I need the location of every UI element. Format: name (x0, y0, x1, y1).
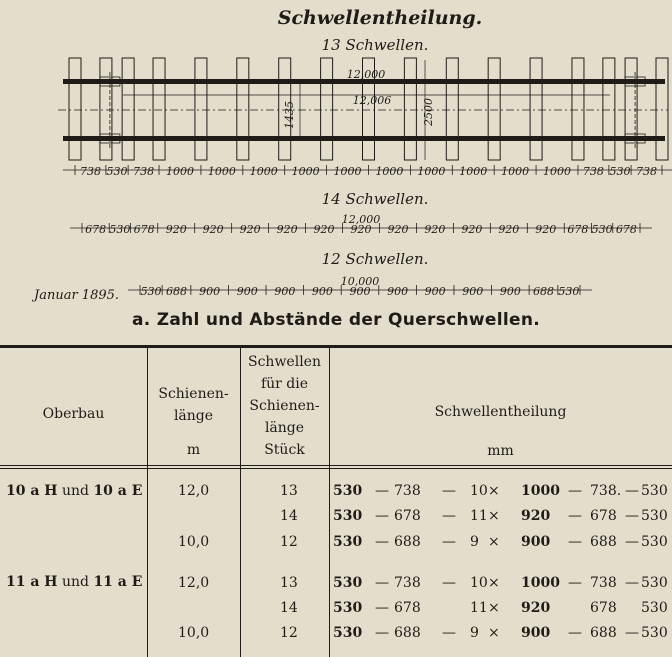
header-schienenlaenge: Schienen- länge (158, 386, 229, 424)
cell-count: 13 (280, 575, 298, 591)
cell-spacing-m: 1000 (521, 575, 560, 591)
sleeper-14 (572, 58, 584, 160)
cell-spacing-d4: — (625, 625, 639, 641)
spacing-label-1-2: 678 (133, 223, 155, 236)
cell-spacing-e: 530 (641, 600, 668, 616)
cell-spacing-c: 738 (590, 575, 617, 591)
cell-spacing-x: × (488, 625, 500, 641)
spacing-label-1-3: 920 (165, 223, 187, 236)
cell-spacing-d1: — (375, 625, 389, 641)
sleeper-3 (122, 58, 134, 160)
spacing-label-2-2: 900 (199, 285, 221, 298)
spacing-label-1-10: 920 (424, 223, 446, 236)
cell-spacing-a: 530 (333, 575, 363, 591)
cell-count: 12 (280, 625, 298, 641)
spacing-label-0-3: 1000 (165, 165, 194, 178)
spacing-label-0-4: 1000 (207, 165, 236, 178)
cell-spacing-d1: — (375, 483, 389, 499)
cell-spacing-d3: — (568, 534, 582, 550)
dimension-lines (63, 165, 672, 298)
cell-spacing-d2: — (442, 534, 456, 550)
sleeper-6 (237, 58, 249, 160)
cell-spacing-n: 10 (470, 483, 488, 499)
drawing-date: Januar 1895. (34, 288, 120, 303)
header-schwellen-unit: Stück (264, 442, 305, 458)
table-row (0, 625, 672, 649)
spacing-label-2-11: 688 (533, 285, 555, 298)
cell-count: 14 (280, 508, 298, 524)
sleeper-4 (153, 58, 165, 160)
cell-spacing-b: 688 (394, 625, 421, 641)
spacing-label-0-5: 1000 (249, 165, 278, 178)
cell-spacing-d2: — (442, 625, 456, 641)
cell-count: 13 (280, 483, 298, 499)
spacing-label-0-14: 530 (609, 165, 631, 178)
spacing-label-0-11: 1000 (501, 165, 530, 178)
cell-length: 12,0 (178, 483, 210, 499)
cell-spacing-x: × (488, 600, 500, 616)
layout-13-heading: 13 Schwellen. (321, 36, 429, 54)
cell-spacing-a: 530 (333, 483, 363, 499)
rail-length-mid: 12,006 (352, 94, 392, 107)
cell-spacing-e: 530 (641, 508, 668, 524)
cell-spacing-e: 530 (641, 575, 668, 591)
spacing-label-0-6: 1000 (291, 165, 320, 178)
spacing-label-1-15: 530 (591, 223, 613, 236)
sleeper-15 (603, 58, 615, 160)
cell-spacing-d2: — (442, 483, 456, 499)
cell-spacing-c: 688 (590, 625, 617, 641)
cell-spacing-d4: — (625, 575, 639, 591)
spacing-label-1-6: 920 (276, 223, 298, 236)
cell-spacing-d1: — (375, 508, 389, 524)
spacing-label-0-0: 738 (79, 165, 101, 178)
cell-spacing-d1: — (375, 575, 389, 591)
cell-spacing-x: × (488, 575, 500, 591)
cell-length: 10,0 (178, 534, 210, 550)
cell-length: 12,0 (178, 575, 210, 591)
cell-spacing-m: 900 (521, 534, 551, 550)
spacing-label-1-8: 920 (350, 223, 372, 236)
group-label-11a: 11 a H und 11 a E (6, 574, 143, 590)
spacing-label-1-7: 920 (313, 223, 335, 236)
spacing-label-1-16: 678 (615, 223, 637, 236)
table-row (0, 534, 672, 558)
total-label-2: 10,000 (340, 275, 380, 288)
spacing-label-2-7: 900 (387, 285, 409, 298)
cell-spacing-m: 1000 (521, 483, 560, 499)
cell-spacing-c: 738. (590, 483, 622, 499)
spacing-label-1-12: 920 (498, 223, 520, 236)
sleeper-length-label: 2500 (422, 98, 435, 126)
cell-spacing-n: 11 (470, 508, 488, 524)
spacing-label-0-1: 530 (106, 165, 128, 178)
group-label-10a: 10 a H und 10 a E (6, 483, 143, 499)
cell-spacing-c: 688 (590, 534, 617, 550)
cell-spacing-m: 920 (521, 508, 551, 524)
spacing-label-2-5: 900 (311, 285, 333, 298)
spacing-label-0-7: 1000 (333, 165, 362, 178)
cell-spacing-d1: — (375, 534, 389, 550)
rail-bottom (63, 136, 665, 141)
sleeper-5 (195, 58, 207, 160)
cell-spacing-a: 530 (333, 625, 363, 641)
cell-spacing-d3: — (568, 483, 582, 499)
spacing-label-2-12: 530 (558, 285, 580, 298)
spacing-label-0-13: 738 (582, 165, 604, 178)
spacing-label-1-9: 920 (387, 223, 409, 236)
sleeper-17 (656, 58, 668, 160)
sleeper-8 (321, 58, 333, 160)
cell-spacing-n: 9 (470, 625, 479, 641)
spacing-label-2-1: 688 (165, 285, 187, 298)
cell-spacing-n: 10 (470, 575, 488, 591)
table-row (0, 483, 672, 507)
cell-spacing-d4: — (625, 534, 639, 550)
cell-spacing-b: 678 (394, 600, 421, 616)
total-label-1: 12,000 (341, 213, 381, 226)
sleeper-11 (446, 58, 458, 160)
cell-spacing-n: 9 (470, 534, 479, 550)
spacing-label-1-5: 920 (239, 223, 261, 236)
cell-spacing-x: × (488, 534, 500, 550)
spacing-label-0-15: 738 (636, 165, 658, 178)
spacing-label-0-9: 1000 (417, 165, 446, 178)
cell-spacing-b: 678 (394, 508, 421, 524)
sleeper-table (0, 345, 672, 657)
sleeper-1 (69, 58, 81, 160)
cell-spacing-d2: — (442, 508, 456, 524)
figure-caption: a. Zahl und Abstände der Querschwellen. (132, 310, 540, 330)
header-oberbau: Oberbau (42, 406, 105, 422)
cell-spacing-m: 920 (521, 600, 551, 616)
spacing-label-1-0: 678 (85, 223, 107, 236)
sleeper-12 (488, 58, 500, 160)
cell-spacing-e: 530 (641, 534, 668, 550)
header-schwellen: Schwellen für die Schienen- länge (248, 354, 321, 436)
cell-spacing-c: 678 (590, 600, 617, 616)
cell-spacing-e: 530 (641, 625, 668, 641)
drawing-title: Schwellentheilung. (277, 7, 483, 29)
cell-spacing-c: 678 (590, 508, 617, 524)
cell-spacing-d3: — (568, 625, 582, 641)
spacing-label-0-10: 1000 (459, 165, 488, 178)
spacing-label-2-9: 900 (462, 285, 484, 298)
cell-spacing-a: 530 (333, 600, 363, 616)
spacing-label-1-4: 920 (202, 223, 224, 236)
spacing-label-2-0: 530 (140, 285, 162, 298)
spacing-label-0-8: 1000 (375, 165, 404, 178)
spacing-label-0-2: 738 (133, 165, 155, 178)
spacing-label-2-10: 900 (499, 285, 521, 298)
layout-14-heading: 14 Schwellen. (321, 190, 429, 208)
header-schienenlaenge-unit: m (186, 442, 201, 458)
spacing-label-2-8: 900 (424, 285, 446, 298)
header-schwellentheilung-unit: mm (487, 443, 514, 459)
cell-spacing-e: 530 (641, 483, 668, 499)
layout-12-heading: 12 Schwellen. (321, 250, 429, 268)
cell-spacing-d4: — (625, 483, 639, 499)
cell-spacing-d3: — (568, 508, 582, 524)
table-row (0, 508, 672, 532)
cell-spacing-d1: — (375, 600, 389, 616)
cell-length: 10,0 (178, 625, 210, 641)
cell-spacing-x: × (488, 508, 500, 524)
spacing-label-1-1: 530 (109, 223, 131, 236)
cell-spacing-d4: — (625, 508, 639, 524)
cell-spacing-a: 530 (333, 534, 363, 550)
spacing-label-1-13: 920 (535, 223, 557, 236)
table-row (0, 575, 672, 599)
rail-length-top: 12,000 (346, 68, 386, 81)
cell-spacing-b: 688 (394, 534, 421, 550)
cell-spacing-a: 530 (333, 508, 363, 524)
spacing-label-0-12: 1000 (543, 165, 572, 178)
cell-spacing-b: 738 (394, 575, 421, 591)
gauge-label: 1435 (283, 101, 296, 129)
cell-count: 14 (280, 600, 298, 616)
sleeper-13 (530, 58, 542, 160)
sleeper-drawing (0, 0, 672, 305)
cell-spacing-n: 11 (470, 600, 488, 616)
cell-spacing-m: 900 (521, 625, 551, 641)
sleeper-10 (404, 58, 416, 160)
cell-spacing-x: × (488, 483, 500, 499)
spacing-label-2-4: 900 (274, 285, 296, 298)
cell-spacing-b: 738 (394, 483, 421, 499)
spacing-label-1-14: 678 (567, 223, 589, 236)
spacing-label-2-6: 900 (349, 285, 371, 298)
cell-spacing-d3: — (568, 575, 582, 591)
table-row (0, 600, 672, 624)
header-schwellentheilung: Schwellentheilung (434, 404, 567, 420)
spacing-label-2-3: 900 (236, 285, 258, 298)
cell-count: 12 (280, 534, 298, 550)
cell-spacing-d2: — (442, 575, 456, 591)
spacing-label-1-11: 920 (461, 223, 483, 236)
